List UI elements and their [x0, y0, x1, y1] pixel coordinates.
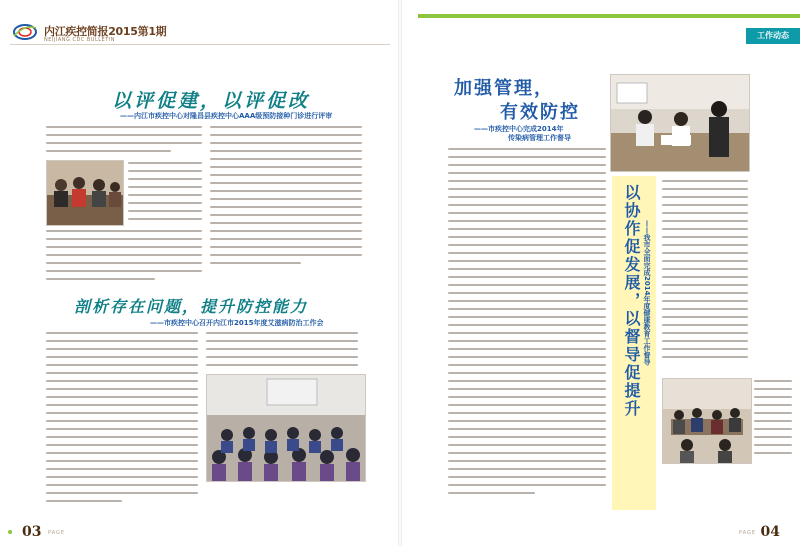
article3-heading-line1: 加强管理，: [454, 78, 554, 99]
section-tab: 工作动态: [746, 28, 800, 44]
article2-heading: 剖析存在问题，提升防控能力: [74, 297, 309, 316]
left-page-tag: PAGE: [48, 530, 66, 536]
article1-text-col1-bottom: [46, 230, 202, 286]
right-page-tag: PAGE: [738, 530, 756, 536]
left-page-dot: [8, 530, 12, 534]
article3-subhead-line2: 传染病管理工作督导: [508, 134, 571, 142]
article4-vertical-subhead: ——我市全面完成2014年度健康教育工作督导: [643, 220, 651, 366]
right-page-area: [400, 0, 800, 546]
article1-text-col2: [210, 126, 362, 270]
article3-heading-line2: 有效防控: [500, 102, 580, 123]
article1-subhead: ——内江市疾控中心对隆昌县疾控中心AAA级预防接种门诊进行评审: [120, 112, 333, 120]
article4-vertical-title: 以协作促发展，以督导促提升: [622, 184, 641, 418]
article1-text-col1-wrap: [128, 162, 202, 226]
article2-subhead: ——市疾控中心召开内江市2015年度艾滋病防治工作会: [150, 319, 324, 327]
article1-heading: 以评促建，以评促改: [112, 90, 311, 112]
article1-photo: [46, 160, 124, 226]
right-page-number: 04: [760, 524, 780, 540]
article3-subhead-line1: ——市疾控中心完成2014年: [474, 125, 564, 133]
left-page-number: 03: [22, 524, 42, 540]
header-rule: [10, 44, 390, 45]
article2-photo: [206, 374, 366, 482]
article4-photo: [662, 378, 752, 464]
article2-text-col2-top: [206, 332, 358, 372]
article4-title-box: [612, 176, 656, 510]
magazine-subtitle: NEIJIANG CDC BULLETIN: [44, 37, 115, 43]
article1-text-col1-top: [46, 126, 202, 158]
cdc-logo-icon: [12, 22, 38, 42]
article4-text-side: [754, 380, 792, 460]
article2-text-col1: [46, 332, 198, 508]
article3-photo: [610, 74, 750, 172]
article3-text: [448, 148, 606, 500]
article4-text-top: [662, 180, 748, 364]
magazine-title: 内江疾控简报2015第1期: [44, 25, 167, 38]
